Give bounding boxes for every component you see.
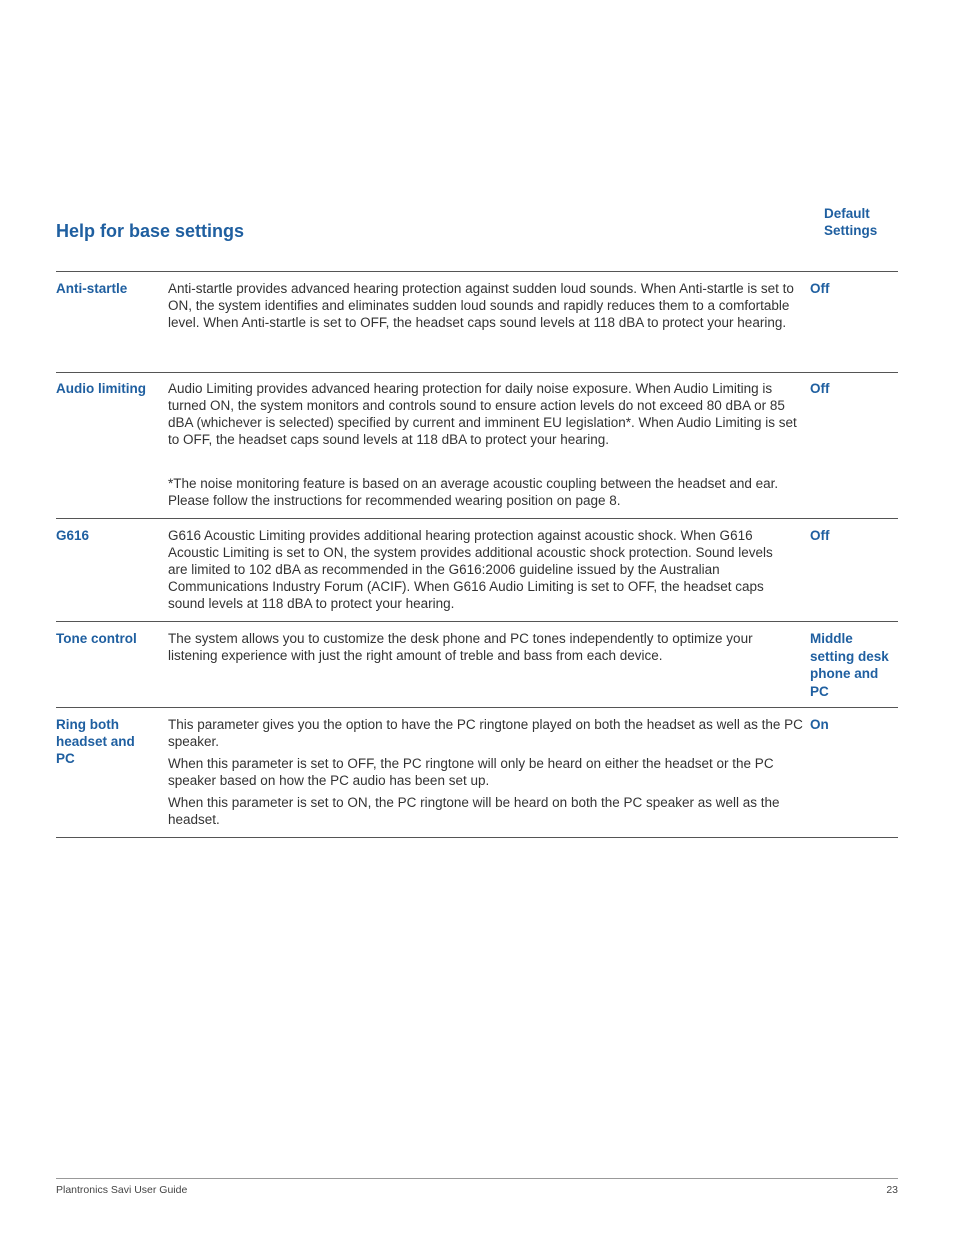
setting-label: Tone control — [56, 631, 137, 646]
default-value: Off — [810, 528, 830, 543]
default-value: On — [810, 717, 829, 732]
setting-description — [168, 716, 804, 828]
table-divider — [56, 621, 898, 622]
default-value: Off — [810, 381, 830, 396]
table-divider — [56, 372, 898, 373]
setting-label: Audio limiting — [56, 381, 146, 396]
setting-label: Anti-startle — [56, 281, 128, 296]
setting-label: Ring both headset and PC — [56, 717, 135, 766]
default-value: Off — [810, 281, 830, 296]
page-title: Help for base settings — [56, 221, 245, 241]
description-paragraph: When this parameter is set to ON, the PC ringtone will be heard on both the PC speaker as well as the headset. — [168, 795, 780, 827]
setting-description — [168, 380, 804, 509]
footer-guide-title: Plantronics Savi User Guide — [56, 1184, 188, 1196]
description-footnote: *The noise monitoring feature is based on an average acoustic coupling between the headset and ear. Please follow the instructions for recommended wearing position on page 8. — [168, 476, 779, 508]
setting-description — [168, 630, 780, 664]
description-paragraph: G616 Acoustic Limiting provides additional hearing protection against acoustic shock. When G616 Acoustic Limiting is set to ON, the system provides additional acoustic shock protection. Sound levels are limited to 102 dBA as recommended in the G616:2006 guideline issued by the Australian Communications Industry Forum (ACIF). When G616 Audio Limiting is set to OFF, the headset caps sound levels at 118 dBA to protect your hearing. — [168, 528, 773, 611]
default-settings-header: Default Settings — [824, 206, 878, 238]
description-paragraph: Audio Limiting provides advanced hearing protection for daily noise exposure. When Audio Limiting is turned ON, the system monitors and controls sound to ensure action levels do not exceed 80 dBA or 85 dBA (whichever is selected) specified by current and imminent EU legislation*. When Audio Limiting is set to OFF, the headset caps sound levels at 118 dBA to protect your hearing. — [168, 381, 797, 447]
description-paragraph: When this parameter is set to OFF, the PC ringtone will only be heard on either the headset or the PC speaker based on how the PC audio has been set up. — [168, 756, 774, 788]
table-divider — [56, 518, 898, 519]
description-paragraph: The system allows you to customize the desk phone and PC tones independently to optimize your listening experience with just the right amount of treble and bass from each device. — [168, 631, 753, 663]
footer-divider — [56, 1178, 898, 1179]
setting-description — [168, 280, 804, 331]
description-paragraph: Anti-startle provides advanced hearing protection against sudden loud sounds. When Anti-startle is set to ON, the system identifies and eliminates sudden loud sounds and rapidly reduces them to a comfortable level. When Anti-startle is set to OFF, the headset caps sound levels at 118 dBA to protect your hearing. — [168, 281, 794, 330]
page-number: 23 — [886, 1184, 898, 1196]
table-divider — [56, 837, 898, 838]
table-divider — [56, 707, 898, 708]
table-divider — [56, 271, 898, 272]
setting-label: G616 — [56, 528, 90, 543]
default-value: Middle setting desk phone and PC — [810, 631, 889, 699]
description-paragraph: This parameter gives you the option to have the PC ringtone played on both the headset as well as the PC speaker. — [168, 717, 803, 749]
setting-description — [168, 527, 780, 612]
